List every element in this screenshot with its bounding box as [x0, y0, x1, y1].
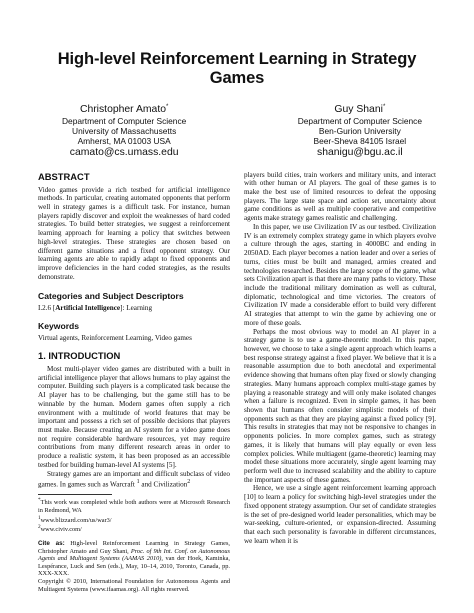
right-paragraph-2: In this paper, we use Civilization IV as our testbed. Civilization IV is an extremely complex strategy game in which players evolve a culture through the ages, starting in 4000BC and ending in 2050AD. Each player becomes a nation leader and over a series of turns, cities must be built and managed, armies created and technologies researched. Besides the large scope of the game, what sets Civilization apart is that there are many paths to victory. These include the traditional military domination as well as cultural, diplomatic, technological and time victories. The creators of Civilization IV made a considerable effort to build very different AI strategies that attempt to win the game by achieving one or more of these goals. [244, 222, 436, 327]
author-1-name: Christopher Amato* [79, 104, 169, 115]
paper-title: High-level Reinforcement Learning in Strategy Games [57, 50, 417, 87]
keywords-text: Virtual agents, Reinforcement Learning, Video games [38, 334, 192, 343]
intro-heading: 1. INTRODUCTION [38, 349, 121, 361]
author-1 [62, 101, 186, 159]
keywords-heading: Keywords [38, 321, 80, 332]
author-2-name: Guy Shani* [334, 104, 386, 115]
cite-label: Cite as: [38, 540, 65, 548]
left-column [38, 171, 230, 594]
intro-paragraph-1: Most multi-player video games are distributed with a built in artificial intelligence player that allows humans to play against the computer. Building such players is a complicated task because the AI player has to be challenging, but the game still has to be winnable by the human. Modern games often supply a rich environment with a multitude of world features that may be important and possess a rich set of possible decisions that players must make. Because creating an AI system for a video game does not require considerable hardware resources, yet may require contributions from many different research areas in order to produce a realistic system, it has been proposed as an accessible testbed for building human-level AI systems [5]. [38, 364, 230, 469]
categories-name: Artificial Intelligence [55, 303, 121, 312]
copyright-notice: Copyright © 2010, International Foundation for Autonomous Agents and Multiagent Systems (www.ifaamas.org). All rights reserved. [38, 578, 230, 593]
footnote-2: $^1$www.blizzard.com/us/war3/ [38, 514, 112, 524]
footnote-3: $^2$www.civiv.com/ [38, 524, 82, 534]
right-paragraph-3: Perhaps the most obvious way to model an AI player in a strategy game is to use a game-theoretic model. In this paper, however, we choose to take a single agent approach which learns a best response strategy against a fixed player. We believe that it is a reasonable assumption due to both anecdotal and experimental evidence showing that humans often play fixed or slowly changing strategies. Many humans approach complex multi-stage games by playing a reasonable strategy and will only make isolated changes when a failure is recognized. Even in simple games, it has been shown that humans often consider simplistic models of their opponents such as that they are playing against a fixed policy [9]. This results in strategies that may not be responsive to changes in opponents policies. In more complex games, such as strategy games, it is likely that humans will play equally or even less complex policies. While multiagent (game-theoretic) learning may model these situations more accurately, single agent learning may perform well due to increased scalability and the ability to capture the important aspects of these games. [244, 327, 436, 484]
author-1-addr: Amherst, MA 01003 USA [77, 136, 171, 147]
right-paragraph-4: Hence, we use a single agent reinforcement learning approach [10] to learn a policy for switching high-level strategies under the fixed opponent strategy assumption. Our set of candidate strategies is the set of pre-designed world leader personalities, which may be war-seeking, culture-oriented, or expansion-directed. Assuming that each such personality is favorable in different circumstances, we learn when it is [244, 484, 436, 545]
author-block [38, 101, 436, 159]
author-1-email: camato@cs.umass.edu [69, 146, 179, 158]
author-2 [298, 101, 422, 159]
footnote-rule [38, 494, 112, 495]
author-1-inst: University of Massachusetts [72, 126, 177, 137]
footnotes [38, 497, 230, 534]
citation-block: Cite as: High-level Reinforcement Learning in Strategy Games, Christopher Amato and Guy Shani, Proc. of 9th Int. Conf. on Autonomous Agents and Multiagent Systems (AAMAS 2010), van der Hoek, Kaminka, Lespérance, Luck and Sen (eds.), May, 10–14, 2010, Toronto, Canada, pp. XXX-XXX. Copyright © 2010, International Foundation for Autonomous Agents and Multiagent Systems (www.ifaamas.org). All rights reserved. [38, 540, 231, 593]
body-columns [38, 171, 436, 594]
abstract-heading: ABSTRACT [38, 170, 90, 182]
right-paragraph-1: players build cities, train workers and military units, and interact with other human or AI players. The goal of these games is to make the best use of limited resources to defeat the opposing players. The large state space and action set, uncertainty about game conditions as well as multiple cooperative and competitive agents make strategy games realistic and challenging. [244, 170, 436, 223]
footnote-1: *This work was completed while both authors were at Microsoft Research in Redmond, WA [38, 497, 230, 515]
categories-text: I.2.6 [Artificial Intelligence]: Learning [38, 303, 153, 312]
right-column [244, 171, 436, 594]
abstract-text: Video games provide a rich testbed for artificial intelligence methods. In particular, creating automated opponents that perform well in strategy games is a difficult task. For instance, human players rapidly discover and exploit the weaknesses of hard coded strategies. To build better strategies, we suggest a reinforcement learning approach for learning a policy that switches between high-level strategies. These strategies are chosen based on different game situations and a fixed opponent strategy. Our learning agents are able to rapidly adapt to fixed opponents and improve deficiencies in the hard coded strategies, as the results demonstrate. [38, 185, 230, 281]
categories-heading: Categories and Subject Descriptors [38, 290, 184, 301]
author-2-inst: Ben-Gurion University [318, 126, 401, 137]
author-1-dept: Department of Computer Science [62, 116, 187, 126]
author-2-email: shanigu@bgu.ac.il [317, 146, 403, 158]
cite-venue: Proc. of 9th Int. Conf. on Autonomous Agents and Multiagent Systems (AAMAS 2010) [38, 547, 231, 563]
author-2-dept: Department of Computer Science [297, 116, 422, 126]
author-2-mark: * [382, 104, 386, 110]
author-2-addr: Beer-Sheva 84105 Israel [313, 136, 407, 147]
author-1-mark: * [166, 104, 169, 110]
intro-paragraph-2: Strategy games are an important and difficult subclass of video games. In games such as Warcraft $^1$ and Civilization$^2$ [38, 469, 230, 489]
